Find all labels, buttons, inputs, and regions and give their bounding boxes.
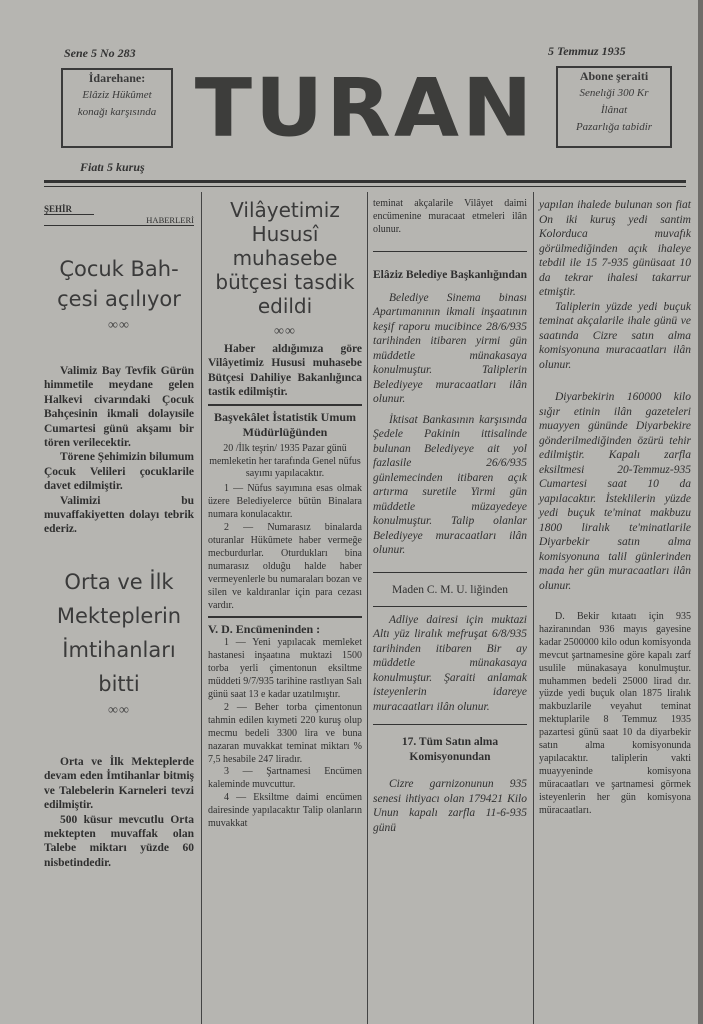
column-2 <box>208 198 362 831</box>
story-imtihanlar-2: 500 küsur mevcutlu Orta mektepten muvaffak olan Talebe miktarı yüzde 60 nisbetindedir. <box>44 813 194 869</box>
section-label-2: HABERLERİ <box>44 215 194 226</box>
admin-box-line2: konağı karşısında <box>77 106 157 118</box>
vd-item-2: 2 — Beher torba çimentonun tahmin edilen kıymeti 220 kuruş olup mecmu bedeli 3300 lira ve buna nazaran muvakkat teminat miktarı % 7,5 hesabile 247 liradır. <box>208 701 362 765</box>
vd-item-4: 4 — Eksiltme daimi encümen dairesinde yapılacaktır Talip olanların muvakkat <box>208 792 362 830</box>
headline-imtihanlar: Orta ve İlk Mekteplerin İmtihanları bitti <box>56 569 182 696</box>
masthead-title: TURAN <box>194 61 536 155</box>
story-cocuk-bahcesi-2: Törene Şehimizin bilumum Çocuk Velileri çocuklarile davet edilmiştir. <box>44 451 194 493</box>
admin-box-title: İdarehane: <box>88 71 146 85</box>
rule-5 <box>373 606 527 607</box>
header-rule <box>44 180 686 183</box>
diyarbekir-notice: Diyarbekirin 160000 kilo sığır etinin ilân gazeteleri muayyen gününde Diyarbekire gönderilmediğinden özürü tehir edilmiştir. Kapalı zarfla eksiltmesi 20-Temmuz-935 Cumartesi saat 10 da yapılacaktır. İsteklilerin yüzde yedi buçuk te'minat makbuzu 1800 liralık te'minatlarile Diyarbekir satın alma komisyonuna talil günlerinden mada her gün muracaatları ilân olunur. <box>539 391 691 592</box>
col3-top: teminat akçalarile Vilâyet daimi encümenine muracaat etmeleri ilân olunur. <box>373 198 527 235</box>
stat-item-2: 2 — Numarasız binalarda oturanlar Hükûmete haber vermeğe mecburdurlar. Oturdukları bina numarasız olduğu halde haber vermeyenlerle bu numaraları bozan ve silen ve kaldıranlar için para cezası vardır. <box>208 522 362 611</box>
vd-title: V. D. Encümeninden : <box>208 622 321 637</box>
story-cocuk-bahcesi-3: Valimizi bu muvaffakiyetten dolayı tebrik ederiz. <box>44 494 194 536</box>
maden-notice: Adliye dairesi için muktazi Altı yüz liralık mefruşat 6/8/935 tarihinden itibaren Bir ay müddetle münakasaya konulmuştur. Şaraiti anlamak isteyenlerin idareye muracaatları ilân olunur. <box>373 613 527 713</box>
subscription-line3: Pazarlığa tabidir <box>575 121 653 133</box>
subscription-line2: İlânat <box>600 104 628 116</box>
ornament-2: ∞∞ <box>108 702 130 718</box>
cizre-notice-2: Taliplerin yüzde yedi buçuk teminat akçalarile ihale günü ve saatında Cizre satın alma komisyonuna muracaatları ilân olunur. <box>539 300 691 371</box>
rule-6 <box>373 724 527 725</box>
column-1 <box>44 204 194 870</box>
story-cocuk-bahcesi: Valimiz Bay Tevfik Gürün himmetile meydane gelen Halkevi civarındaki Çocuk Bahçesinin ikmali dolayısile Cumartesi günü akşamı bir tören verilecektir. <box>44 365 194 450</box>
belediye-notice-1: Belediye Sinema binası Apartımanının ikmali inşaatının keşif raporu mucibince 28/6/935 tarihinden itibaren yirmi gün müddetle münakasaya konulmuştur. Taliplerin Belediyeye muracaatları ilân olunur. <box>373 291 527 406</box>
vd-item-3: 3 — Şartnamesi Encümen kaleminde muvcuttur. <box>208 766 362 791</box>
tum-notice: Cizre garnizonunun 935 senesi ihtiyacı olan 179421 Kilo Unun kapalı zarfla 11-6-935 günü <box>373 778 527 834</box>
stat-intro: 20 /İlk teşrin/ 1935 Pazar günü memleketin her tarafında Genel nüfus sayımı yapılacaktır. <box>209 442 361 480</box>
story-imtihanlar: Orta ve İlk Mekteplerde devam eden İmtihanlar bitmiş ve Talebelerin Karneleri tevzi edilmiştir. <box>44 755 194 812</box>
vd-item-1: 1 — Yeni yapılacak memleket hastanesi inşaatına muktazi 1500 torba yerli çimentonun eksiltme müddeti 9/7/935 tarihine rastlıyan Salı günü saat 13 e kadar uzatılmıştır. <box>208 637 362 701</box>
column-rule-1 <box>201 192 202 1024</box>
column-4 <box>539 198 691 818</box>
odun-notice: D. Bekir kıtaatı için 935 haziranından 936 mayıs gayesine kadar 2500000 kilo odun komisyonda mevcut şartnamesine göre kapalı zarf usulile münakasaya konulmuştur. muhammen bedeli 25000 lirad dır. yüzde yedi buçuk olan 1875 liralık makbuzlarile veyahut teminat mektuplarile 8 Temmuz 1935 pazartesi günü saat 10 da diyarbekir satın alma komisyonunda yapılacaktır. taliplerin vakti muayyeninde komisyona müracaatları ve şartnamesi görmek isteyenlerin her gün komisyona müracaatları. <box>539 611 691 816</box>
issue-number: Sene 5 No 283 <box>64 46 136 60</box>
belediye-title: Elâziz Belediye Başkanlığından <box>373 268 527 281</box>
column-rule-2 <box>367 192 368 1024</box>
rule <box>208 404 362 406</box>
rule-3 <box>373 251 527 252</box>
rule-4 <box>373 572 527 573</box>
subscription-title: Abone şeraiti <box>579 69 649 83</box>
cizre-notice-1: yapılan ihalede bulunan son fiat On iki kuruş yedi santim Kolorduca muvafık görülmediğinden açık ihaleye tebdil ile 15 7-935 günüsaat 10 da tekrar ihalesi takarrur etmiştir. <box>539 199 691 298</box>
admin-box <box>61 68 173 148</box>
subscription-line1: Senelıği 300 Kr <box>579 87 649 99</box>
maden-title: Maden C. M. U. liğinden <box>392 583 508 596</box>
header-rule-thin <box>44 186 686 187</box>
tum-title: 17. Tüm Satın alma Komisyonundan <box>401 736 499 764</box>
ornament: ∞∞ <box>108 318 130 333</box>
stat-title: Başvekâlet İstatistik Umum Müdürlüğünden <box>213 409 356 439</box>
admin-box-line1: Elâziz Hükûmet <box>82 89 152 101</box>
ornament-3: ∞∞ <box>274 324 296 339</box>
section-label: ŞEHİR <box>44 204 94 215</box>
headline-cocuk-bahcesi: Çocuk Bah-çesi açılıyor <box>57 257 181 311</box>
rule-2 <box>208 616 362 618</box>
headline-butce: Vilâyetimiz Hususî muhasebe bütçesi tasdik edildi <box>215 198 355 318</box>
column-rule-3 <box>533 192 534 1024</box>
story-butce: Haber aldığımıza göre Vilâyetimiz Hususi muhasebe Bütçesi Dahiliye Bakanlığınca tastik edilmiştir. <box>208 343 362 399</box>
issue-date: 5 Temmuz 1935 <box>548 44 626 58</box>
stat-item-1: 1 — Nüfus sayımına esas olmak üzere Belediyelerce bütün Binalara numara konulacaktır. <box>208 483 362 521</box>
column-3 <box>373 198 527 835</box>
subscription-box <box>556 66 672 148</box>
belediye-notice-2: İktisat Bankasının karşısında Şedele Pakinin ittisalinde bulunan Belediyeye ait yol fazlasile 26/6/935 günlemecinden itibaren açık artırma suretile Yirmi gün müddetle müzayedeye konulmuştur. Talip olanlar Belediyeye muracaatları ilân olunur. <box>373 413 527 557</box>
price: Fiatı 5 kuruş <box>80 160 145 174</box>
page-edge <box>698 0 703 1024</box>
